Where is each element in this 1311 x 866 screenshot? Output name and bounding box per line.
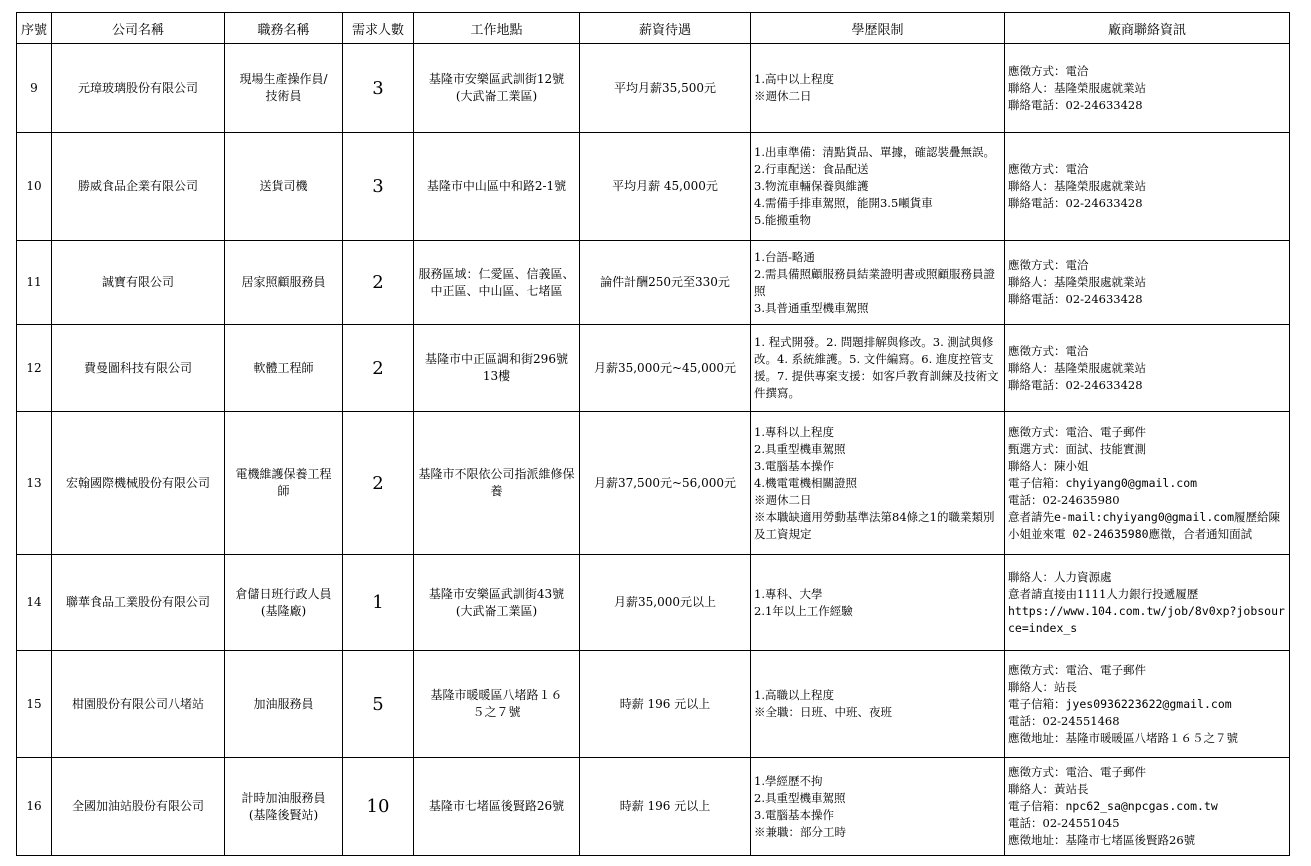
job-title xyxy=(225,412,343,555)
requirement-line: 4.需備手排車駕照，能開3.5噸貨車 xyxy=(754,196,933,210)
job-title-line: 加油服務員 xyxy=(253,696,314,711)
headcount: 5 xyxy=(343,651,414,758)
contact-line: 電話：02-24551468 xyxy=(1008,713,1120,728)
requirement-line: 1. 程式開發。2. 問題排解與修改。3. 測試與修改。4. 系統維護。5. 文件編寫。6. 進度控管支援。7. 提供專案支援：如客戶教育訓練及技術文件撰寫。 xyxy=(754,335,999,400)
contact-info xyxy=(1005,758,1290,856)
row-number: 12 xyxy=(17,325,52,412)
salary-line: 論件計酬250元至330元 xyxy=(600,275,730,289)
job-title xyxy=(225,325,343,412)
contact-line: 聯絡人：基隆榮服處就業站 xyxy=(1008,360,1146,375)
work-location xyxy=(414,758,580,856)
work-location-line: 基隆市中山區中和路2-1號 xyxy=(426,179,567,193)
work-location xyxy=(414,241,580,325)
contact-line: 聯絡人：陳小姐 xyxy=(1008,458,1089,473)
header-job: 職務名稱 xyxy=(225,13,343,44)
job-title-line: 居家照顧服務員 xyxy=(241,275,326,289)
contact-line: 電話：02-24551045 xyxy=(1008,816,1120,830)
work-location xyxy=(414,44,580,133)
job-title-line: 現場生產操作員/ xyxy=(239,72,328,86)
header-location: 工作地點 xyxy=(414,13,580,44)
row-number: 14 xyxy=(17,555,52,651)
contact-line: 聯絡電話：02-24633428 xyxy=(1008,377,1143,392)
work-location xyxy=(414,412,580,555)
contact-line: 應徵方式：電洽 xyxy=(1008,162,1089,176)
header-salary: 薪資待遇 xyxy=(580,13,751,44)
table-row xyxy=(17,412,1290,555)
requirement-line: ※週休二日 xyxy=(754,89,812,103)
contact-line: 應徵方式：電洽、電子郵件 xyxy=(1008,765,1146,779)
job-title-line: 軟體工程師 xyxy=(253,360,314,375)
requirement-line: 1.學經歷不拘 xyxy=(754,773,823,788)
requirements xyxy=(751,241,1005,325)
salary xyxy=(580,241,751,325)
headcount: 1 xyxy=(343,555,414,651)
work-location-line: 基隆市中正區調和街296號 xyxy=(425,352,568,366)
contact-line: 電子信箱：jyes0936223622@gmail.com xyxy=(1008,696,1232,711)
requirement-line: 1.高職以上程度 xyxy=(754,688,834,702)
requirement-line: 1.出車準備：清點貨品、單據，確認裝疊無誤。 xyxy=(754,145,995,159)
requirement-line: 2.行車配送：食品配送 xyxy=(754,162,869,176)
row-number: 13 xyxy=(17,412,52,555)
contact-line: 應徵地址：基隆市暖暖區八堵路１６５之７號 xyxy=(1008,730,1238,745)
contact-line: 電子信箱：chyiyang0@gmail.com xyxy=(1008,475,1198,490)
contact-info xyxy=(1005,241,1290,325)
contact-line: https://www.104.com.tw/job/8v0xp?jobsource=index_s xyxy=(1008,603,1285,635)
contact-info xyxy=(1005,555,1290,651)
company-name: 誠寶有限公司 xyxy=(52,241,225,325)
company-name: 元璋玻璃股份有限公司 xyxy=(52,44,225,133)
row-number: 9 xyxy=(17,44,52,133)
contact-line: 電話：02-24635980 xyxy=(1008,492,1120,507)
contact-line: 應徵方式：電洽 xyxy=(1008,343,1089,358)
contact-info xyxy=(1005,412,1290,555)
salary xyxy=(580,758,751,856)
contact-line: 聯絡電話：02-24633428 xyxy=(1008,196,1143,210)
salary xyxy=(580,555,751,651)
requirements xyxy=(751,133,1005,241)
job-title xyxy=(225,241,343,325)
job-title-line: 師 xyxy=(277,484,290,498)
job-title-line: (基隆後賢站) xyxy=(248,807,319,822)
contact-line: 聯絡人：基隆榮服處就業站 xyxy=(1008,80,1146,95)
salary xyxy=(580,412,751,555)
job-listing-table xyxy=(16,12,1290,856)
job-title xyxy=(225,651,343,758)
contact-line: 聯絡人：站長 xyxy=(1008,679,1077,694)
work-location-line: 基隆市安樂區武訓街43號 xyxy=(428,586,565,601)
work-location-line: (大武崙工業區) xyxy=(455,603,538,618)
requirement-line: ※週休二日 xyxy=(754,492,812,507)
contact-line: 聯絡人：黃站長 xyxy=(1008,782,1089,796)
row-number: 10 xyxy=(17,133,52,241)
salary-line: 月薪35,000元以上 xyxy=(614,595,716,609)
job-title xyxy=(225,133,343,241)
company-name: 費曼圖科技有限公司 xyxy=(52,325,225,412)
header-row xyxy=(17,13,1290,44)
table-row xyxy=(17,651,1290,758)
work-location-line: 基隆市安樂區武訓街12號 xyxy=(428,72,565,86)
company-name: 宏翰國際機械股份有限公司 xyxy=(52,412,225,555)
headcount: 3 xyxy=(343,44,414,133)
contact-line: 意者請直接由1111人力銀行投遞履歷 xyxy=(1008,586,1199,601)
job-title-line: 倉儲日班行政人員 xyxy=(235,586,332,601)
requirement-line: ※全職：日班、中班、夜班 xyxy=(754,705,892,719)
row-number: 16 xyxy=(17,758,52,856)
salary xyxy=(580,651,751,758)
requirements xyxy=(751,651,1005,758)
table-row xyxy=(17,325,1290,412)
work-location xyxy=(414,133,580,241)
salary-line: 平均月薪 45,000元 xyxy=(612,179,718,193)
contact-line: 聯絡人：基隆榮服處就業站 xyxy=(1008,179,1146,193)
company-name: 勝威食品企業有限公司 xyxy=(52,133,225,241)
work-location-line: 基隆市不限依公司指派維修保養 xyxy=(418,467,575,498)
company-name: 柑園股份有限公司八堵站 xyxy=(52,651,225,758)
row-number: 11 xyxy=(17,241,52,325)
salary-line: 月薪35,000元~45,000元 xyxy=(593,360,737,375)
requirement-line: ※本職缺適用勞動基準法第84條之1的職業類別及工資規定 xyxy=(754,509,995,541)
contact-line: 聯絡電話：02-24633428 xyxy=(1008,292,1143,306)
header-requirements: 學歷限制 xyxy=(751,13,1005,44)
contact-line: 應徵方式：電洽 xyxy=(1008,258,1089,272)
work-location-line: (大武崙工業區) xyxy=(455,89,538,103)
job-title-line: 技術員 xyxy=(265,89,302,103)
table-row xyxy=(17,758,1290,856)
requirement-line: 3.電腦基本操作 xyxy=(754,807,834,822)
salary-line: 平均月薪35,500元 xyxy=(614,80,716,95)
headcount: 10 xyxy=(343,758,414,856)
requirements xyxy=(751,758,1005,856)
contact-info xyxy=(1005,651,1290,758)
requirement-line: 1.專科以上程度 xyxy=(754,424,834,439)
contact-line: 電子信箱：npc62_sa@npcgas.com.tw xyxy=(1008,799,1218,813)
requirement-line: 2.需具備照顧服務員結業證明書或照顧服務員證照 xyxy=(754,266,995,298)
contact-line: 聯絡電話：02-24633428 xyxy=(1008,97,1143,112)
salary xyxy=(580,325,751,412)
work-location-line: ５之７號 xyxy=(472,705,521,719)
header-contact: 廠商聯絡資訊 xyxy=(1005,13,1290,44)
salary-line: 時薪 196 元以上 xyxy=(619,799,711,813)
contact-line: 應徵方式：電洽 xyxy=(1008,63,1089,78)
contact-line: 應徵方式：電洽、電子郵件 xyxy=(1008,662,1146,677)
table-row xyxy=(17,44,1290,133)
headcount: 2 xyxy=(343,325,414,412)
job-title-line: 送貨司機 xyxy=(259,179,308,193)
requirement-line: 2.1年以上工作經驗 xyxy=(754,603,853,618)
requirements xyxy=(751,44,1005,133)
table-row xyxy=(17,241,1290,325)
work-location xyxy=(414,325,580,412)
salary xyxy=(580,133,751,241)
requirement-line: 5.能搬重物 xyxy=(754,213,811,227)
work-location-line: 基隆市暖暖區八堵路１６ xyxy=(430,688,563,702)
contact-info xyxy=(1005,133,1290,241)
requirements xyxy=(751,555,1005,651)
requirements xyxy=(751,325,1005,412)
table-row xyxy=(17,555,1290,651)
header-company: 公司名稱 xyxy=(52,13,225,44)
work-location-line: 13樓 xyxy=(482,369,511,383)
contact-line: 聯絡人：基隆榮服處就業站 xyxy=(1008,275,1146,289)
requirement-line: 3.具普通重型機車駕照 xyxy=(754,300,869,315)
job-title-line: 計時加油服務員 xyxy=(241,790,326,805)
work-location xyxy=(414,555,580,651)
salary xyxy=(580,44,751,133)
work-location xyxy=(414,651,580,758)
headcount: 2 xyxy=(343,412,414,555)
requirement-line: 3.電腦基本操作 xyxy=(754,458,834,473)
contact-info xyxy=(1005,44,1290,133)
salary-line: 月薪37,500元~56,000元 xyxy=(593,475,737,490)
company-name: 聯華食品工業股份有限公司 xyxy=(52,555,225,651)
company-name: 全國加油站股份有限公司 xyxy=(52,758,225,856)
job-title xyxy=(225,555,343,651)
table-row xyxy=(17,133,1290,241)
contact-line: 聯絡人：人力資源處 xyxy=(1008,569,1112,584)
requirements xyxy=(751,412,1005,555)
requirement-line: ※兼職：部分工時 xyxy=(754,824,846,839)
job-title-line: (基隆廠) xyxy=(260,603,307,618)
job-title xyxy=(225,44,343,133)
headcount: 2 xyxy=(343,241,414,325)
requirement-line: 1.高中以上程度 xyxy=(754,72,834,86)
contact-line: 甄選方式：面試、技能實測 xyxy=(1008,441,1146,456)
work-location-line: 服務區域：仁愛區、信義區、中正區、中山區、七堵區 xyxy=(418,266,575,298)
header-count: 需求人數 xyxy=(343,13,414,44)
job-title xyxy=(225,758,343,856)
headcount: 3 xyxy=(343,133,414,241)
requirement-line: 2.具重型機車駕照 xyxy=(754,441,846,456)
row-number: 15 xyxy=(17,651,52,758)
requirement-line: 1.台語-略通 xyxy=(754,249,815,264)
contact-line: 意者請先e-mail:chyiyang0@gmail.com履歷給陳小姐並來電 02-24635980應徵，合者通知面試 xyxy=(1008,509,1281,541)
contact-line: 應徵地址：基隆市七堵區後賢路26號 xyxy=(1008,833,1196,847)
contact-line: 應徵方式：電洽、電子郵件 xyxy=(1008,424,1146,439)
requirement-line: 3.物流車輛保養與維護 xyxy=(754,179,869,193)
job-title-line: 電機維護保養工程 xyxy=(235,467,332,481)
work-location-line: 基隆市七堵區後賢路26號 xyxy=(428,799,565,813)
header-no: 序號 xyxy=(17,13,52,44)
contact-info xyxy=(1005,325,1290,412)
requirement-line: 1.專科、大學 xyxy=(754,586,823,601)
requirement-line: 4.機電電機相關證照 xyxy=(754,475,857,490)
salary-line: 時薪 196 元以上 xyxy=(619,696,711,711)
requirement-line: 2.具重型機車駕照 xyxy=(754,790,846,805)
